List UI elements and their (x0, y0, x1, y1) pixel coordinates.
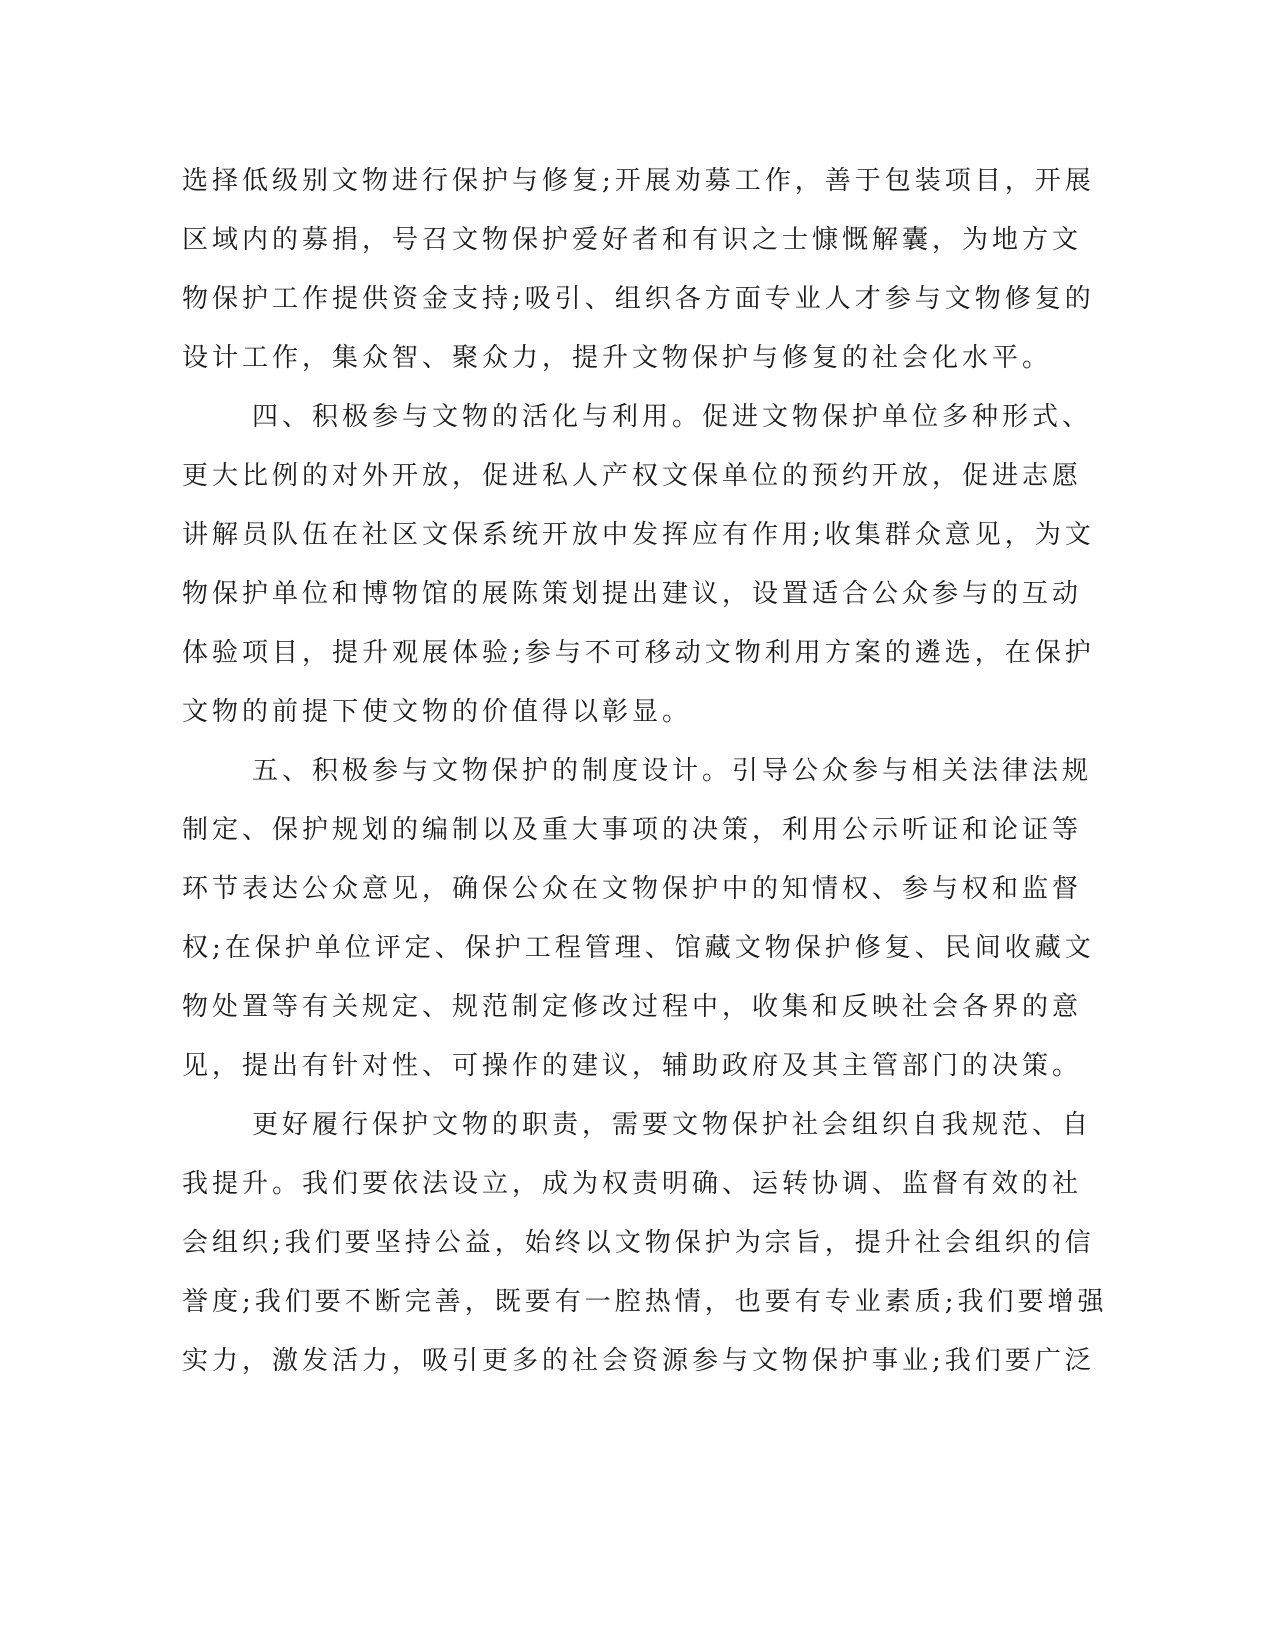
paragraph-start-line: 更好履行保护文物的职责，需要文物保护社会组织自我规范、自 (252, 1110, 1093, 1140)
text-line: 文物的前提下使文物的价值得以彰显。 (182, 697, 693, 727)
text-line: 见，提出有针对性、可操作的建议，辅助政府及其主管部门的决策。 (182, 1051, 1083, 1081)
text-line: 选择低级别文物进行保护与修复;开展劝募工作，善于包装项目，开展 (182, 166, 1095, 196)
text-line: 环节表达公众意见，确保公众在文物保护中的知情权、参与权和监督 (182, 874, 1083, 904)
body-text (182, 152, 1108, 1391)
text-line: 物处置等有关规定、规范制定修改过程中，收集和反映社会各界的意 (182, 992, 1083, 1022)
text-line: 讲解员队伍在社区文保系统开放中发挥应有作用;收集群众意见，为文 (182, 520, 1095, 550)
text-line: 制定、保护规划的编制以及重大事项的决策，利用公示听证和论证等 (182, 815, 1083, 845)
paragraph-start-line: 四、积极参与文物的活化与利用。促进文物保护单位多种形式、 (252, 402, 1093, 432)
text-line: 权;在保护单位评定、保护工程管理、馆藏文物保护修复、民间收藏文 (182, 933, 1095, 963)
text-line: 实力，激发活力，吸引更多的社会资源参与文物保护事业;我们要广泛 (182, 1346, 1095, 1376)
text-line: 物保护单位和博物馆的展陈策划提出建议，设置适合公众参与的互动 (182, 579, 1083, 609)
text-line: 物保护工作提供资金支持;吸引、组织各方面专业人才参与文物修复的 (182, 284, 1095, 314)
text-line: 设计工作，集众智、聚众力，提升文物保护与修复的社会化水平。 (182, 343, 1053, 373)
text-line: 会组织;我们要坚持公益，始终以文物保护为宗旨，提升社会组织的信 (182, 1228, 1095, 1258)
text-line: 我提升。我们要依法设立，成为权责明确、运转协调、监督有效的社 (182, 1169, 1083, 1199)
text-line: 体验项目，提升观展体验;参与不可移动文物利用方案的遴选，在保护 (182, 638, 1095, 668)
paragraph-start-line: 五、积极参与文物保护的制度设计。引导公众参与相关法律法规 (252, 756, 1093, 786)
text-line: 誉度;我们要不断完善，既要有一腔热情，也要有专业素质;我们要增强 (182, 1287, 1108, 1317)
text-line: 更大比例的对外开放，促进私人产权文保单位的预约开放，促进志愿 (182, 461, 1083, 491)
text-line: 区域内的募捐，号召文物保护爱好者和有识之士慷慨解囊，为地方文 (182, 225, 1083, 255)
